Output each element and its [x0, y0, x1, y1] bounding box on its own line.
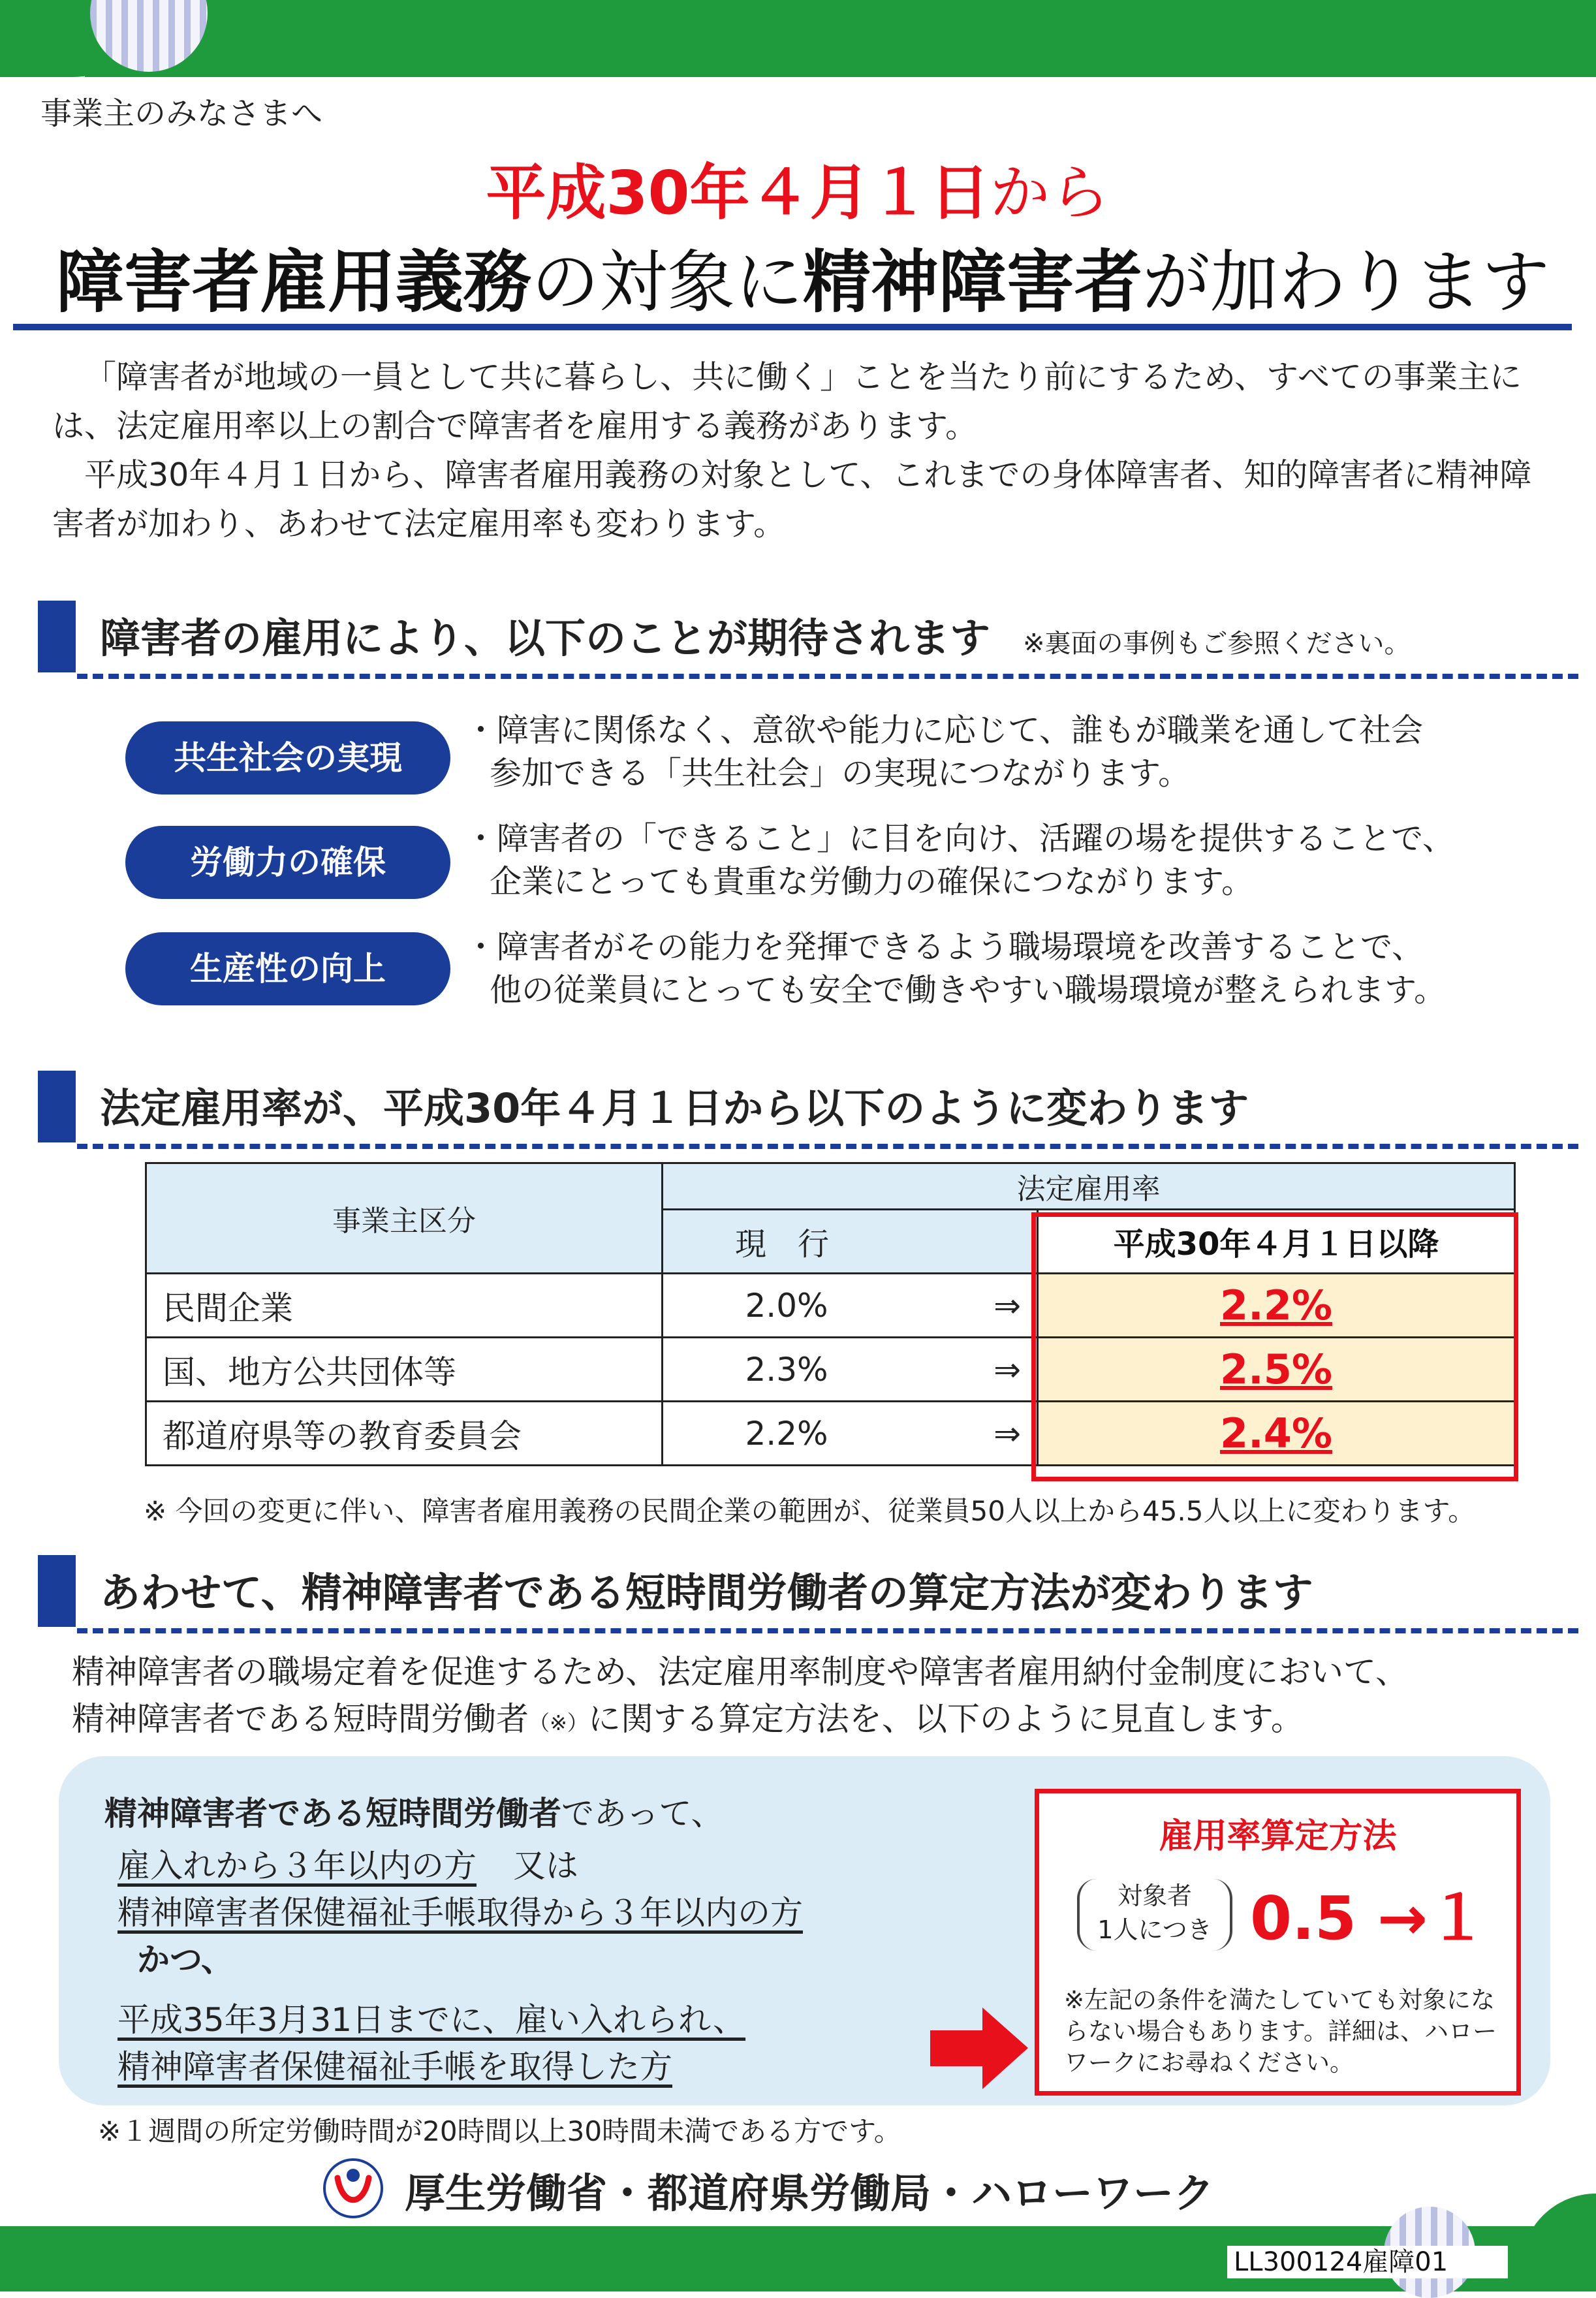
section-1-heading: 障害者の雇用により、以下のことが期待されます: [100, 614, 991, 662]
effective-date: 平成30年４月１日: [486, 158, 990, 228]
section-marker: [38, 1555, 76, 1627]
benefit-line: 他の従業員にとっても安全で働きやすい職場環境が整えられます。: [490, 971, 1447, 1009]
footnote: ※１週間の所定労働時間が20時間以上30時間未満である方です。: [98, 2115, 901, 2147]
condition-hire: 雇入れから３年以内の方: [117, 1847, 477, 1885]
calc-method-note: ※左記の条件を満たしていても対象にならない場合もあります。詳細は、ハローワークにお尋ねください。: [1064, 1986, 1497, 2077]
header-category: 事業主区分: [146, 1163, 663, 1274]
benefit-text-productivity: [465, 926, 1561, 1012]
benefit-text-coexistence: [465, 709, 1561, 795]
title-part-4: が加わります: [1142, 242, 1550, 322]
bottom-right-green-shape: [1521, 2194, 1596, 2291]
title-part-1: 障害者雇用義務: [55, 242, 531, 322]
table-header-row: [146, 1163, 1515, 1210]
row-category: 民間企業: [146, 1274, 663, 1338]
calc-intro-line-1: 精神障害者の職場定着を促進するため、法定雇用率制度や障害者雇用納付金制度において、: [72, 1653, 1408, 1691]
condition-subject: 精神障害者である短時間労働者: [104, 1795, 561, 1833]
section-divider: [77, 1144, 1578, 1149]
arrow-icon: ⇒: [910, 1338, 1038, 1402]
section-2-heading: 法定雇用率が、平成30年４月１日から以下のように変わります: [100, 1084, 1249, 1132]
calc-intro-line-2: [72, 1695, 1573, 1746]
benefit-line: ・障害者がその能力を発揮できるよう職場環境を改善することで、: [465, 928, 1424, 966]
header-new: 平成30年４月１日以降: [1038, 1210, 1515, 1274]
condition-or: 又は: [513, 1847, 578, 1885]
row-category: 都道府県等の教育委員会: [146, 1402, 663, 1466]
row-current: 2.2%: [663, 1402, 911, 1466]
condition-line-1: [117, 1840, 578, 1887]
intro-text: [52, 353, 1554, 548]
intro-paragraph-1: 「障害者が地域の一員として共に暮らし、共に働く」ことを当たり前にするため、すべての事業主には、法定雇用率以上の割合で障害者を雇用する義務があります。: [52, 358, 1522, 445]
benefit-line: 参加できる「共生社会」の実現につながります。: [490, 755, 1191, 792]
section-divider: [77, 674, 1578, 679]
condition-certificate: 精神障害者保健福祉手帳取得から３年以内の方: [117, 1894, 803, 1932]
right-arrow-icon: [930, 2007, 1028, 2089]
issuing-ministries: 厚生労働省・都道府県労働局・ハローワーク: [405, 2169, 1215, 2217]
header-current: 現 行: [663, 1210, 1038, 1274]
row-new: 2.2%: [1038, 1274, 1515, 1338]
title-divider: [13, 324, 1572, 330]
row-current: 2.0%: [663, 1274, 911, 1338]
unit-label: 1人につき: [1097, 1915, 1212, 1944]
effective-date-headline: [0, 145, 1596, 231]
section-1-header: [38, 601, 1539, 672]
benefit-line: ・障害に関係なく、意欲や能力に応じて、誰もが職業を通して社会: [465, 712, 1424, 749]
section-2-header: [38, 1071, 1539, 1142]
section-1-note: ※裏面の事例もご参照ください。: [1023, 629, 1411, 659]
effective-date-suffix: から: [990, 158, 1110, 228]
condition-certificate-obtained: 精神障害者保健福祉手帳を取得した方: [117, 2048, 672, 2086]
greeting: 事業主のみなさまへ: [40, 95, 323, 132]
title-part-2: の対象に: [531, 242, 803, 322]
row-new: 2.5%: [1038, 1338, 1515, 1402]
header-rate: 法定雇用率: [663, 1163, 1515, 1210]
new-rate-highlight: [1031, 1212, 1518, 1481]
row-new: 2.4%: [1038, 1402, 1515, 1466]
section-3-heading: あわせて、精神障害者である短時間労働者の算定方法が変わります: [100, 1569, 1313, 1616]
benefit-label-coexistence: 共生社会の実現: [125, 721, 450, 795]
intro-paragraph-2: 平成30年４月１日から、障害者雇用義務の対象として、これまでの身体障害者、知的障害者に精神障害者が加わり、あわせて法定雇用率も変わります。: [52, 456, 1532, 543]
condition-deadline: 平成35年3月31日までに、雇い入れられ、: [117, 2001, 746, 2039]
page-title: [26, 227, 1580, 325]
section-marker: [38, 601, 76, 672]
row-current: 2.3%: [663, 1338, 911, 1402]
title-part-3: 精神障害者: [803, 242, 1143, 322]
condition-tail: であって、: [561, 1795, 724, 1833]
document-code: LL300124雇障01: [1227, 2246, 1508, 2278]
calc-method-title: 雇用率算定方法: [1159, 1817, 1397, 1856]
condition-intro: [104, 1787, 724, 1834]
condition-and: かつ、: [137, 1941, 234, 1979]
calc-ratio: 0.5 →１: [1250, 1883, 1488, 1953]
ministry-logo: [323, 2158, 383, 2218]
benefit-text-workforce: [465, 817, 1561, 904]
section-marker: [38, 1071, 76, 1142]
section-divider: [77, 1628, 1578, 1633]
arrow-icon: ⇒: [910, 1274, 1038, 1338]
row-category: 国、地方公共団体等: [146, 1338, 663, 1402]
benefit-line: ・障害者の「できること」に目を向け、活躍の場を提供することで、: [465, 820, 1455, 857]
arrow-icon: ⇒: [910, 1402, 1038, 1466]
unit-label: 対象者: [1117, 1881, 1192, 1910]
calc-intro-tail: に関する算定方法を、以下のように見直します。: [587, 1700, 1304, 1738]
footnote-mark: （※）: [529, 1710, 588, 1735]
benefit-line: 企業にとっても貴重な労働力の確保につながります。: [490, 863, 1254, 900]
table-note: ※ 今回の変更に伴い、障害者雇用義務の民間企業の範囲が、従業員50人以上から45.5人以上に変わります。: [144, 1495, 1476, 1527]
benefit-label-productivity: 生産性の向上: [125, 932, 450, 1005]
per-person-bracket: [1077, 1879, 1232, 1951]
calc-intro-term: 精神障害者である短時間労働者: [72, 1700, 529, 1738]
section-3-header: [38, 1555, 1539, 1627]
benefit-label-workforce: 労働力の確保: [125, 826, 450, 899]
calc-intro: [72, 1648, 1573, 1746]
top-green-band: [85, 0, 1596, 77]
